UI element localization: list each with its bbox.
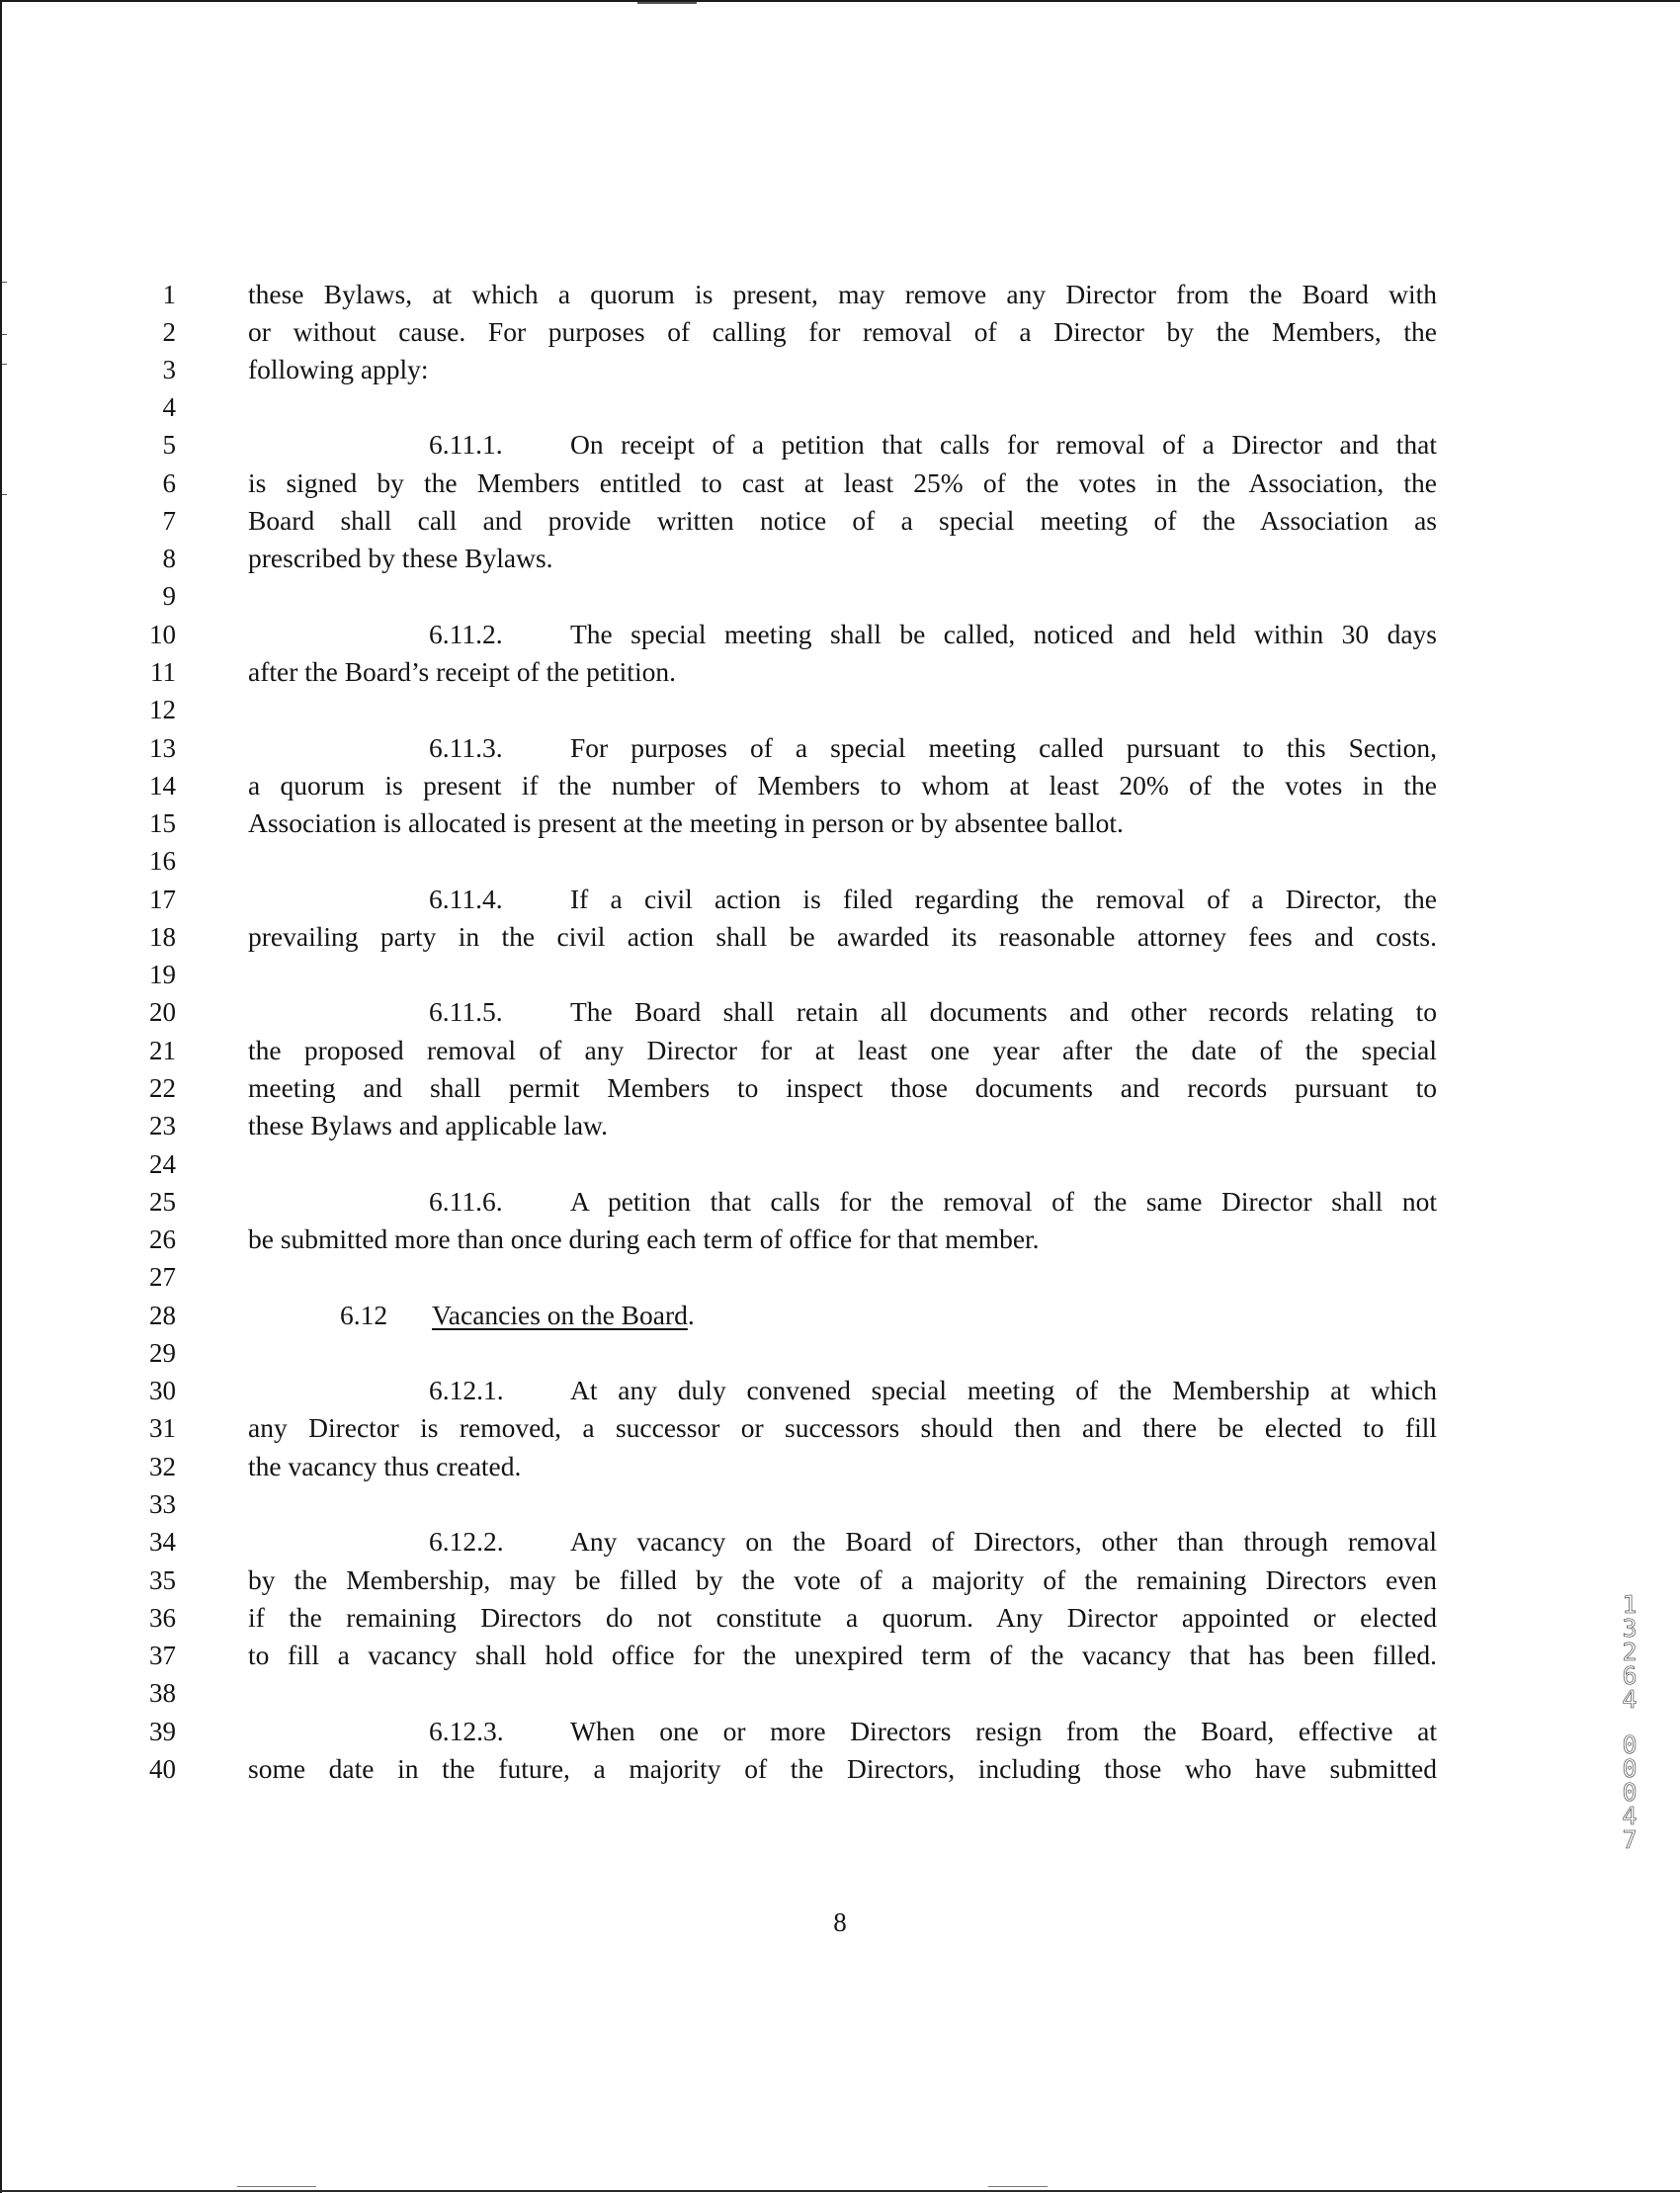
line-number: 15: [149, 808, 176, 838]
body-text-line: or without cause. For purposes of calling for removal of a Director by the Members, the: [248, 316, 1437, 347]
line-number: 36: [149, 1603, 176, 1633]
body-text-line: For purposes of a special meeting called pursuant to this Section,: [570, 732, 1437, 763]
body-text-line: some date in the future, a majority of the Directors, including those who have submitted: [248, 1753, 1437, 1784]
scan-mark: [2, 334, 7, 335]
body-text-line: prevailing party in the civil action shall be awarded its reasonable attorney fees and costs.: [248, 921, 1437, 952]
line-number: 16: [149, 846, 176, 876]
line-number: 21: [149, 1036, 176, 1065]
body-text-line: is signed by the Members entitled to cast at least 25% of the votes in the Association, the: [248, 467, 1437, 498]
body-text-line: a quorum is present if the number of Members to whom at least 20% of the votes in the: [248, 770, 1437, 801]
page-number: 8: [833, 1907, 847, 1937]
line-number: 32: [149, 1452, 176, 1481]
line-number: 5: [162, 430, 176, 460]
line-number: 24: [149, 1149, 176, 1179]
line-number: 6: [162, 468, 176, 498]
stamp-digit: 6: [1622, 1661, 1638, 1690]
line-number: 13: [149, 733, 176, 763]
body-text-line: Association is allocated is present at the meeting in person or by absentee ballot.: [248, 807, 1124, 838]
line-number: 11: [150, 657, 176, 687]
line-number: 38: [149, 1678, 176, 1708]
body-text-line: following apply:: [248, 354, 429, 384]
line-number: 39: [149, 1717, 176, 1746]
scan-edge-bottom: [0, 2190, 1680, 2192]
line-number: 26: [149, 1224, 176, 1254]
stamp-digit: 3: [1622, 1614, 1638, 1643]
subsection-number: 6.12.1.: [429, 1375, 504, 1405]
line-number: 1: [162, 280, 176, 309]
line-number: 14: [149, 771, 176, 801]
subsection-number: 6.11.6.: [429, 1186, 503, 1217]
line-number: 35: [149, 1565, 176, 1595]
line-number: 33: [149, 1489, 176, 1519]
body-text-line: to fill a vacancy shall hold office for the unexpired term of the vacancy that has been filled.: [248, 1640, 1437, 1670]
scan-edge-top: [0, 0, 1680, 2]
body-text-line: the proposed removal of any Director for at least one year after the date of the special: [248, 1035, 1437, 1065]
line-number: 29: [149, 1338, 176, 1368]
line-number: 20: [149, 997, 176, 1027]
line-number: 17: [149, 885, 176, 914]
stamp-digit: 0: [1622, 1754, 1638, 1783]
line-number: 12: [149, 695, 176, 724]
scan-edge-left: [0, 0, 2, 2193]
stamp-digit: 4: [1622, 1685, 1638, 1714]
body-text-line: Any vacancy on the Board of Directors, other than through removal: [570, 1526, 1437, 1557]
line-number: 4: [162, 392, 176, 422]
line-number: 31: [149, 1413, 176, 1443]
body-text-line: be submitted more than once during each term of office for that member.: [248, 1223, 1040, 1254]
line-number: 3: [162, 355, 176, 384]
body-text-line: When one or more Directors resign from the Board, effective at: [570, 1716, 1437, 1746]
subsection-number: 6.12.3.: [429, 1716, 504, 1746]
body-text-line: On receipt of a petition that calls for removal of a Director and that: [570, 429, 1437, 460]
scan-mark: [988, 2186, 1048, 2187]
body-text-line: prescribed by these Bylaws.: [248, 543, 553, 573]
body-text-line: any Director is removed, a successor or successors should then and there be elected to fill: [248, 1412, 1437, 1443]
scan-mark: [637, 2, 697, 4]
line-number: 37: [149, 1641, 176, 1670]
subsection-number: 6.12.2.: [429, 1526, 504, 1557]
body-text-line: The Board shall retain all documents and other records relating to: [570, 996, 1437, 1027]
subsection-number: 6.11.5.: [429, 996, 503, 1027]
line-number: 40: [149, 1754, 176, 1784]
stamp-digit: 7: [1622, 1825, 1638, 1854]
body-text-line: by the Membership, may be filled by the vote of a majority of the remaining Directors even: [248, 1564, 1437, 1595]
body-text-line: If a civil action is filed regarding the removal of a Director, the: [570, 884, 1437, 914]
line-number: 34: [149, 1527, 176, 1557]
body-text-line: after the Board’s receipt of the petition.: [248, 656, 676, 687]
body-text-line: Board shall call and provide written notice of a special meeting of the Association as: [248, 505, 1437, 536]
body-text-line: if the remaining Directors do not constitute a quorum. Any Director appointed or elected: [248, 1602, 1437, 1633]
stamp-digit: 0: [1622, 1730, 1638, 1759]
line-number: 25: [149, 1187, 176, 1217]
body-text-line: the vacancy thus created.: [248, 1451, 522, 1481]
line-number: 2: [162, 317, 176, 347]
line-number: 7: [162, 506, 176, 536]
scan-mark: [237, 2186, 316, 2187]
stamp-digit: 4: [1622, 1802, 1638, 1830]
line-number: 23: [149, 1111, 176, 1140]
section-title-period: .: [687, 1300, 695, 1330]
subsection-number: 6.11.3.: [429, 732, 503, 763]
line-number: 10: [149, 620, 176, 649]
body-text-line: meeting and shall permit Members to inspect those documents and records pursuant to: [248, 1072, 1437, 1103]
body-text-line: these Bylaws and applicable law.: [248, 1110, 608, 1140]
line-number: 22: [149, 1073, 176, 1103]
subsection-number: 6.11.1.: [429, 429, 503, 460]
section-number: 6.12: [340, 1300, 388, 1330]
line-number: 8: [162, 544, 176, 573]
line-number: 19: [149, 960, 176, 989]
subsection-number: 6.11.2.: [429, 619, 503, 649]
line-number: 28: [149, 1301, 176, 1330]
stamp-digit: 0: [1622, 1778, 1638, 1807]
scan-mark: [2, 494, 7, 495]
scan-mark: [2, 282, 7, 283]
section-title: Vacancies on the Board: [432, 1300, 688, 1330]
recording-number-stamp: [1615, 1590, 1644, 1854]
line-number: 27: [149, 1262, 176, 1292]
subsection-number: 6.11.4.: [429, 884, 503, 914]
line-number: 30: [149, 1376, 176, 1405]
body-text-line: A petition that calls for the removal of the same Director shall not: [570, 1186, 1437, 1217]
line-number: 9: [162, 581, 176, 611]
line-number: 18: [149, 922, 176, 952]
stamp-digit: 1: [1622, 1590, 1638, 1619]
stamp-digit: 2: [1622, 1638, 1638, 1666]
scan-mark: [2, 364, 7, 365]
body-text-line: The special meeting shall be called, noticed and held within 30 days: [570, 619, 1437, 649]
section-heading: [432, 1301, 695, 1330]
body-text-line: these Bylaws, at which a quorum is present, may remove any Director from the Board with: [248, 279, 1437, 309]
body-text-line: At any duly convened special meeting of the Membership at which: [570, 1375, 1437, 1405]
